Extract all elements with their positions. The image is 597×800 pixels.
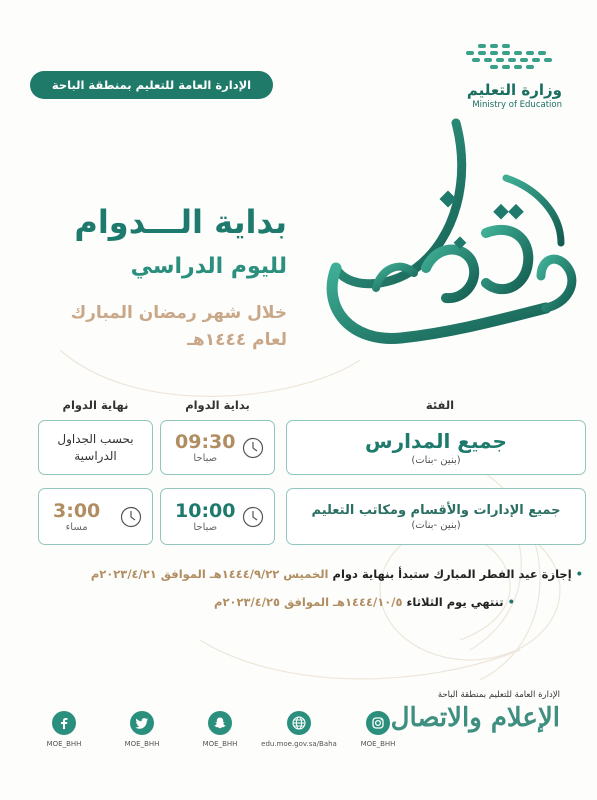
row1-start-period: صباحا bbox=[193, 453, 218, 464]
title-line-1: بداية الـــدوام bbox=[74, 203, 287, 241]
header-end: نهاية الدوام bbox=[62, 398, 129, 412]
row2-start-period: صباحا bbox=[193, 522, 218, 533]
ministry-name-english: Ministry of Education bbox=[472, 100, 562, 110]
subtitle-line-1: خلال شهر رمضان المبارك bbox=[70, 303, 287, 323]
twitter-icon[interactable] bbox=[130, 711, 154, 735]
note-line-1-b: الخميس ١٤٤٤/٩/٢٢هـ الموافق ٢٠٢٣/٤/٢١م bbox=[90, 567, 329, 581]
note-line-1-a: إجازة عيد الفطر المبارك ستبدأ بنهاية دوام bbox=[332, 567, 572, 581]
row2-category: جميع الإدارات والأقسام ومكاتب التعليم bbox=[311, 502, 561, 518]
row2-category-cell bbox=[286, 488, 586, 545]
clock-icon bbox=[120, 506, 142, 528]
social-label: MOE_BHH bbox=[202, 740, 238, 748]
ministry-name-arabic: وزارة التعليم bbox=[466, 81, 562, 99]
row2-start-time: 10:00 bbox=[175, 500, 236, 522]
social-facebook[interactable] bbox=[34, 711, 94, 748]
row1-category-sub: (بنين -بنات) bbox=[411, 455, 461, 466]
instagram-icon[interactable] bbox=[366, 711, 390, 735]
subtitle-line-2: لعام ١٤٤٤هـ bbox=[187, 330, 287, 350]
note-line-1: • إجازة عيد الفطر المبارك ستبدأ بنهاية دوام الخميس ١٤٤٤/٩/٢٢هـ الموافق ٢٠٢٣/٤/٢١م bbox=[90, 567, 583, 581]
social-label: MOE_BHH bbox=[46, 740, 82, 748]
row2-end-period: مساء bbox=[65, 522, 88, 533]
directorate-pill: الإدارة العامة للتعليم بمنطقة الباحة bbox=[30, 71, 273, 99]
row2-start-cell bbox=[160, 488, 275, 545]
social-website[interactable] bbox=[254, 711, 344, 748]
note-line-2-a: تنتهي يوم الثلاثاء bbox=[406, 595, 504, 609]
snapchat-icon[interactable] bbox=[208, 711, 232, 735]
row2-end-cell bbox=[38, 488, 153, 545]
header-start: بداية الدوام bbox=[185, 398, 250, 412]
globe-icon[interactable] bbox=[287, 711, 311, 735]
row1-end-cell bbox=[38, 420, 153, 475]
row1-category-cell bbox=[286, 420, 586, 475]
facebook-icon[interactable] bbox=[52, 711, 76, 735]
social-twitter[interactable] bbox=[112, 711, 172, 748]
social-label: MOE_BHH bbox=[360, 740, 396, 748]
row2-category-sub: (بنين -بنات) bbox=[411, 519, 461, 531]
row2-end-time: 3:00 bbox=[53, 500, 101, 522]
social-snapchat[interactable] bbox=[190, 711, 250, 748]
media-title-logo: الإعلام والاتصال bbox=[390, 703, 560, 733]
row1-category: جميع المدارس bbox=[365, 429, 507, 453]
row1-start-time: 09:30 bbox=[175, 431, 236, 453]
row1-start-cell bbox=[160, 420, 275, 475]
note-line-2-b: ١٤٤٤/١٠/٥هـ الموافق ٢٠٢٣/٤/٢٥م bbox=[214, 595, 403, 609]
media-directorate-name: الإدارة العامة للتعليم بمنطقة الباحة bbox=[437, 690, 560, 700]
clock-icon bbox=[242, 506, 264, 528]
social-label: MOE_BHH bbox=[124, 740, 160, 748]
ramadan-calligraphy bbox=[306, 118, 584, 358]
clock-icon bbox=[242, 437, 264, 459]
title-line-2: لليوم الدراسي bbox=[130, 254, 287, 279]
header-category: الفئة bbox=[425, 398, 455, 412]
note-line-2: • تنتهي يوم الثلاثاء ١٤٤٤/١٠/٥هـ الموافق ٢٠٢٣/٤/٢٥م bbox=[214, 595, 515, 609]
social-label: edu.moe.gov.sa/Baha bbox=[261, 740, 337, 748]
row1-end-text: بحسب الجداول الدراسية bbox=[57, 431, 134, 463]
